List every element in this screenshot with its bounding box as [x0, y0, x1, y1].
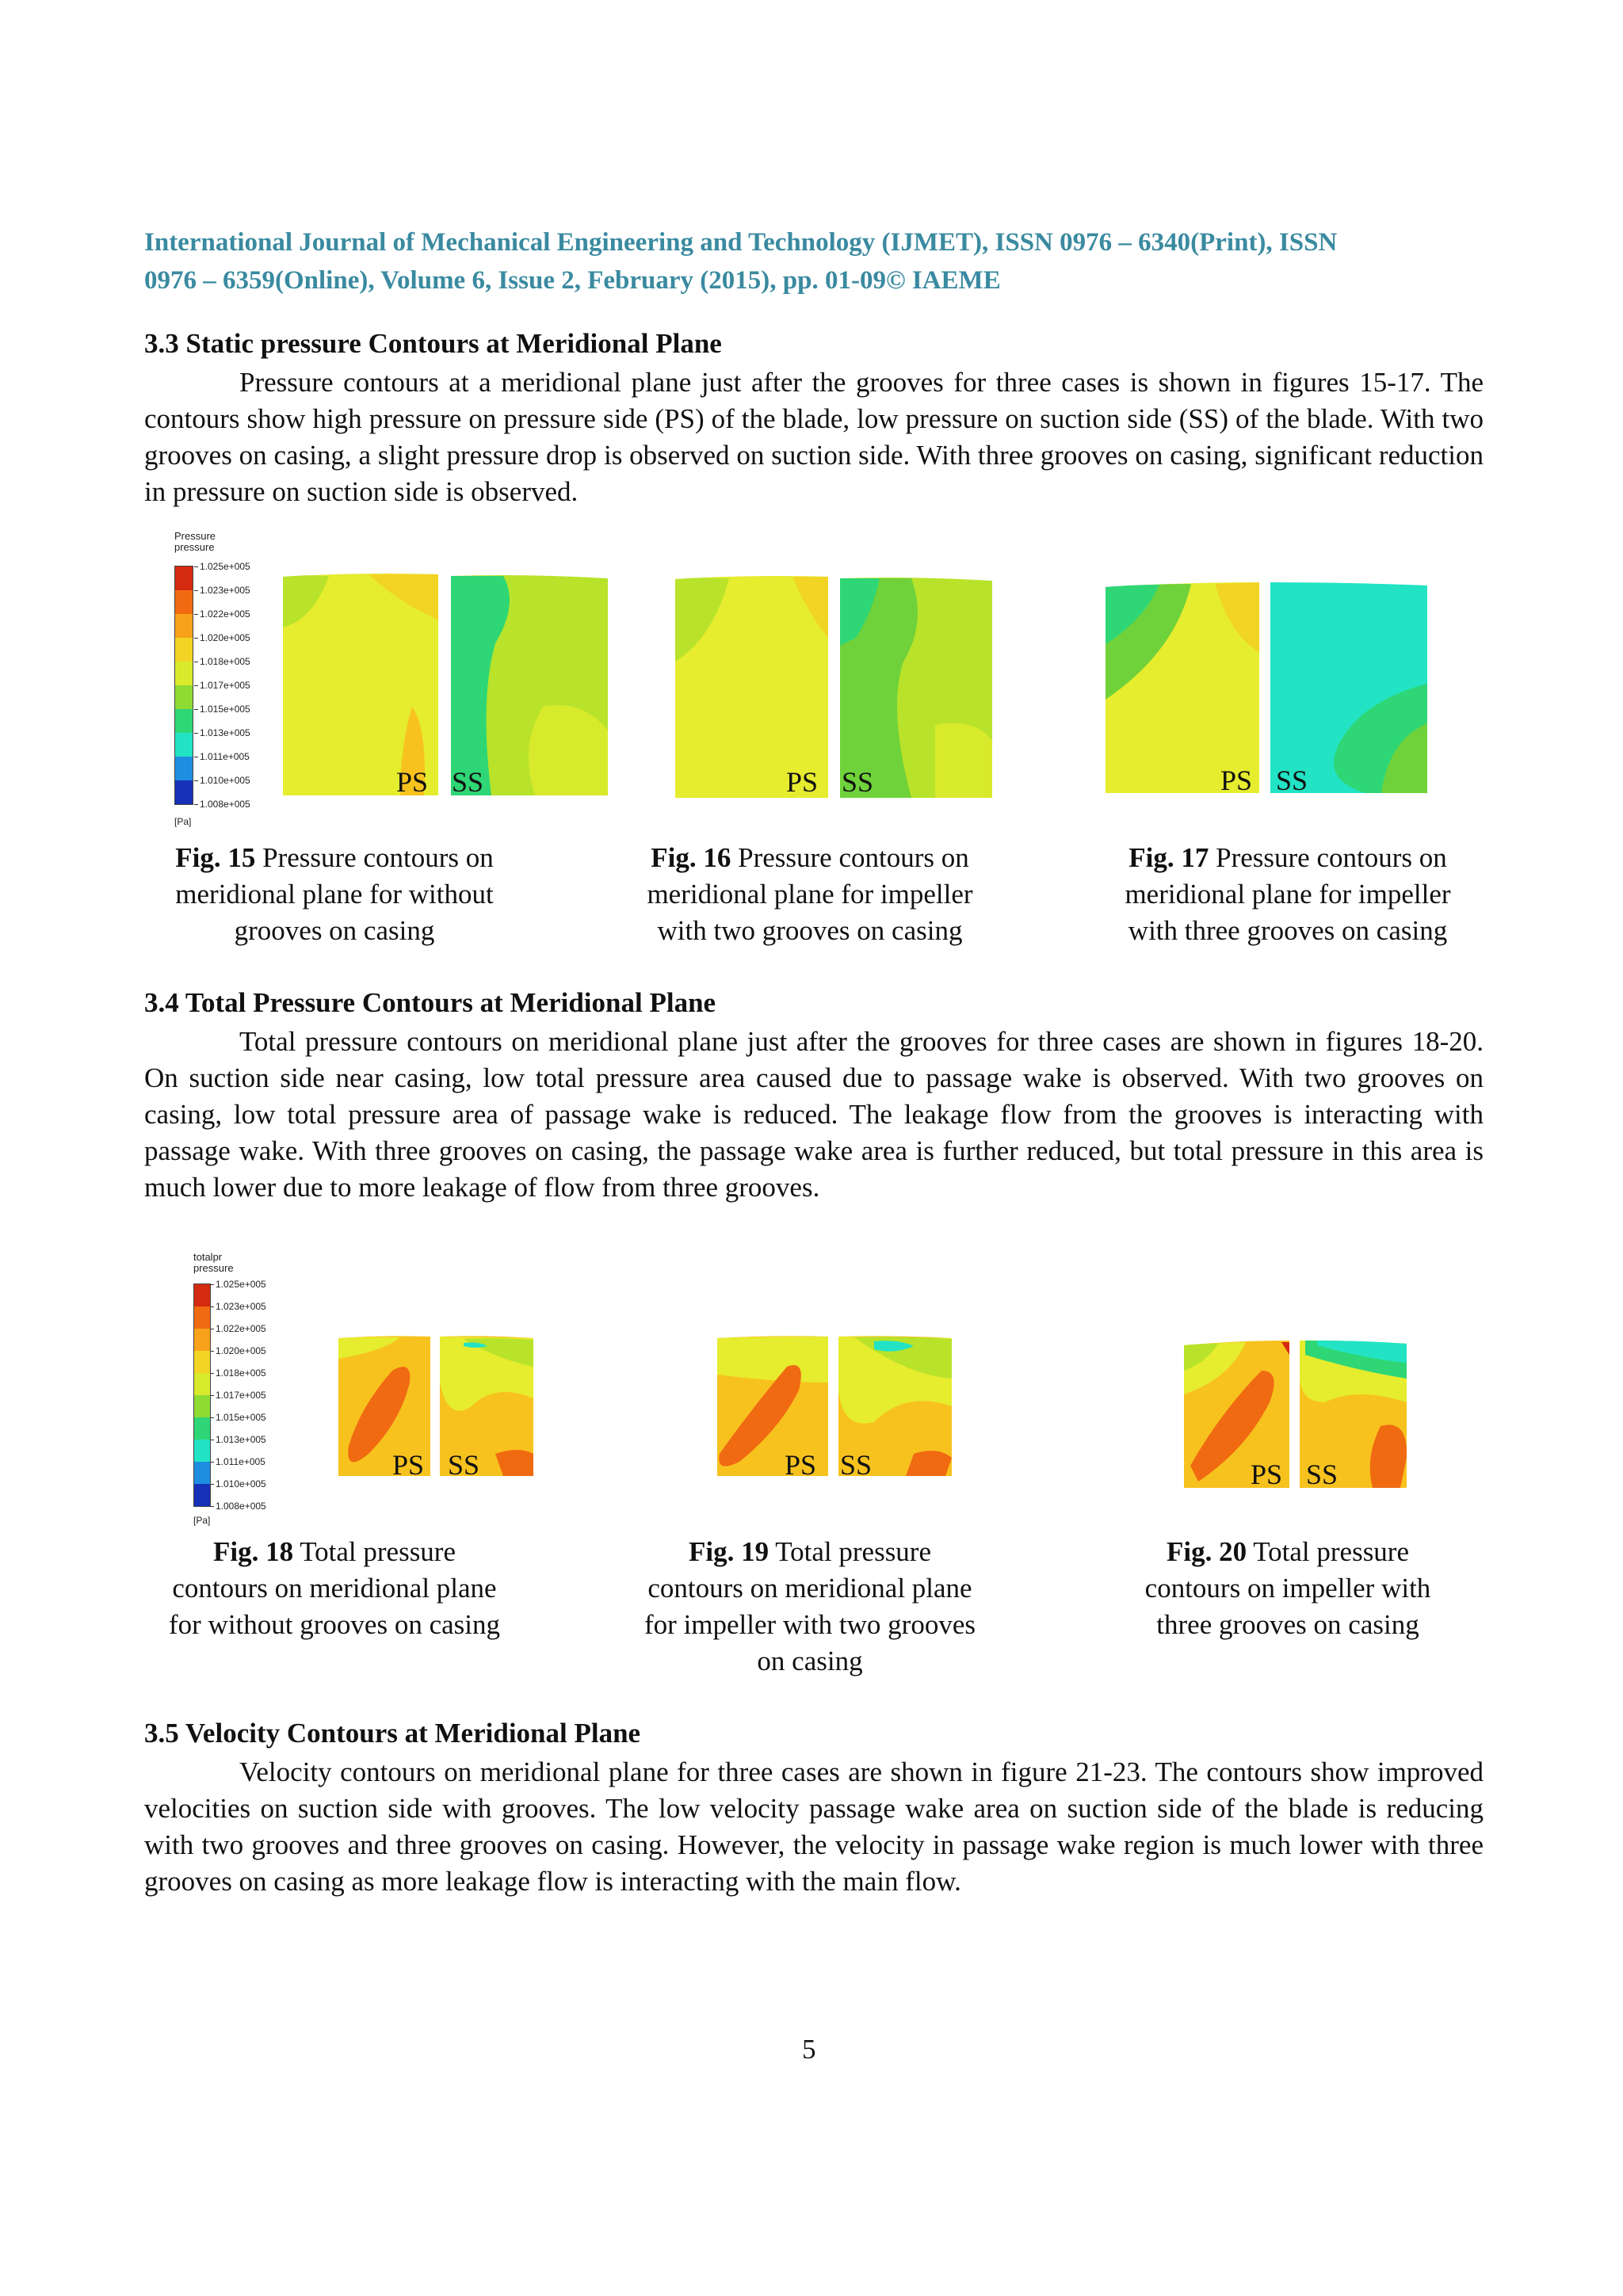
- ps-label: PS: [1220, 765, 1253, 796]
- total-pressure-legend: [193, 1252, 312, 1529]
- section-heading-3-3: 3.3 Static pressure Contours at Meridional Plane: [144, 328, 722, 359]
- legend-tick: 1.010e+005: [216, 1478, 266, 1489]
- ss-label: SS: [452, 766, 484, 798]
- caption-fig-16: Fig. 16 Pressure contours on meridional plane for impeller with two grooves on casing: [647, 842, 973, 946]
- caption-fig-17: Fig. 17 Pressure contours on meridional plane for impeller with three grooves on casing: [1125, 842, 1451, 946]
- page-number: 5: [802, 2034, 816, 2065]
- legend-tick: 1.011e+005: [200, 751, 250, 762]
- section-text-3-4: Total pressure contours on meridional plane just after the grooves for three cases are shown in figures 18-20. On suction side near casing, low total pressure area caused due to passage wake is observed. With two grooves on casing, low total pressure area of passage wake is reduced. The leakage flow from the grooves is interacting with passage wake. With three grooves on casing, the passage wake area is further reduced, but total pressure in this area is much lower due to more leakage of flow from three grooves.: [144, 1026, 1484, 1203]
- legend-tick: 1.015e+005: [200, 704, 250, 715]
- legend-unit: [Pa]: [193, 1515, 211, 1526]
- legend-tick: 1.008e+005: [200, 799, 250, 810]
- legend-tick: 1.018e+005: [200, 656, 250, 667]
- fig-16-contour-image: [674, 574, 995, 800]
- caption-fig-20: Fig. 20 Total pressure contours on impeller with three grooves on casing: [1144, 1536, 1431, 1640]
- legend-tick: 1.023e+005: [216, 1301, 266, 1312]
- caption-fig-19: Fig. 19 Total pressure contours on meridional plane for impeller with two grooves on casing: [644, 1536, 976, 1676]
- fig-20-contour-image: [1182, 1339, 1408, 1489]
- ps-label: PS: [396, 766, 429, 798]
- legend-tick: 1.015e+005: [216, 1412, 266, 1423]
- legend-tick: 1.017e+005: [200, 680, 250, 691]
- section-text-3-3: Pressure contours at a meridional plane just after the grooves for three cases is shown in figures 15-17. The contours show high pressure on pressure side (PS) of the blade, low pressure on suction side (SS) of the blade. With two grooves on casing, a slight pressure drop is observed on suction side. With three grooves on casing, significant reduction in pressure on suction side is observed.: [144, 367, 1484, 507]
- legend-tick: 1.022e+005: [200, 608, 250, 620]
- legend-unit: [Pa]: [174, 816, 192, 827]
- ps-label: PS: [786, 766, 819, 798]
- fig-15-contour-image: [281, 572, 610, 798]
- section-heading-3-5: 3.5 Velocity Contours at Meridional Plane: [144, 1718, 641, 1749]
- ss-label: SS: [1276, 765, 1308, 796]
- legend-tick: 1.020e+005: [200, 632, 250, 643]
- ss-label: SS: [840, 1449, 873, 1481]
- ss-label: SS: [842, 766, 874, 798]
- legend-tick: 1.018e+005: [216, 1367, 266, 1379]
- legend-tick: 1.017e+005: [216, 1390, 266, 1401]
- journal-header-line2: 0976 – 6359(Online), Volume 6, Issue 2, February (2015), pp. 01-09© IAEME: [144, 266, 1001, 295]
- fig-19-contour-image: [716, 1335, 953, 1478]
- legend-tick: 1.013e+005: [216, 1434, 266, 1445]
- legend-tick: 1.013e+005: [200, 727, 250, 738]
- legend-tick: 1.010e+005: [200, 775, 250, 786]
- legend-title-2: pressure: [174, 541, 215, 553]
- legend-tick: 1.011e+005: [216, 1456, 265, 1467]
- legend-title-1: totalpr: [193, 1251, 223, 1263]
- legend-tick: 1.022e+005: [216, 1323, 266, 1334]
- journal-header: [144, 223, 1484, 299]
- fig-17-contour-image: [1104, 581, 1429, 795]
- ps-label: PS: [392, 1449, 425, 1481]
- caption-fig-18: Fig. 18 Total pressure contours on meridional plane for without grooves on casing: [169, 1536, 500, 1640]
- legend-tick: 1.008e+005: [216, 1501, 266, 1512]
- journal-header-line1: International Journal of Mechanical Engineering and Technology (IJMET), ISSN 0976 – 6340(Print), ISSN: [144, 228, 1338, 257]
- ps-label: PS: [785, 1449, 817, 1481]
- legend-color-bar: [193, 1283, 211, 1507]
- section-heading-3-4: 3.4 Total Pressure Contours at Meridional Plane: [144, 987, 716, 1018]
- ss-label: SS: [448, 1449, 480, 1481]
- legend-tick: 1.025e+005: [200, 561, 250, 572]
- legend-title-1: Pressure: [174, 530, 216, 542]
- legend-title-2: pressure: [193, 1262, 234, 1274]
- section-text-3-5: Velocity contours on meridional plane for three cases are shown in figure 21-23. The contours show improved velocities on suction side with grooves. The low velocity passage wake area on suction side of the blade is reducing with two grooves and three grooves on casing. However, the velocity in passage wake region is much lower with three grooves on casing as more leakage flow is interacting with the main flow.: [144, 1756, 1484, 1897]
- legend-tick: 1.025e+005: [216, 1279, 266, 1290]
- ps-label: PS: [1251, 1459, 1283, 1490]
- legend-tick: 1.023e+005: [200, 585, 250, 596]
- ss-label: SS: [1306, 1459, 1338, 1490]
- static-pressure-legend: [174, 531, 293, 832]
- caption-fig-15: Fig. 15 Pressure contours on meridional plane for without grooves on casing: [175, 842, 494, 946]
- fig-18-contour-image: [337, 1335, 535, 1478]
- legend-color-bar: [174, 566, 193, 805]
- legend-tick: 1.020e+005: [216, 1345, 266, 1356]
